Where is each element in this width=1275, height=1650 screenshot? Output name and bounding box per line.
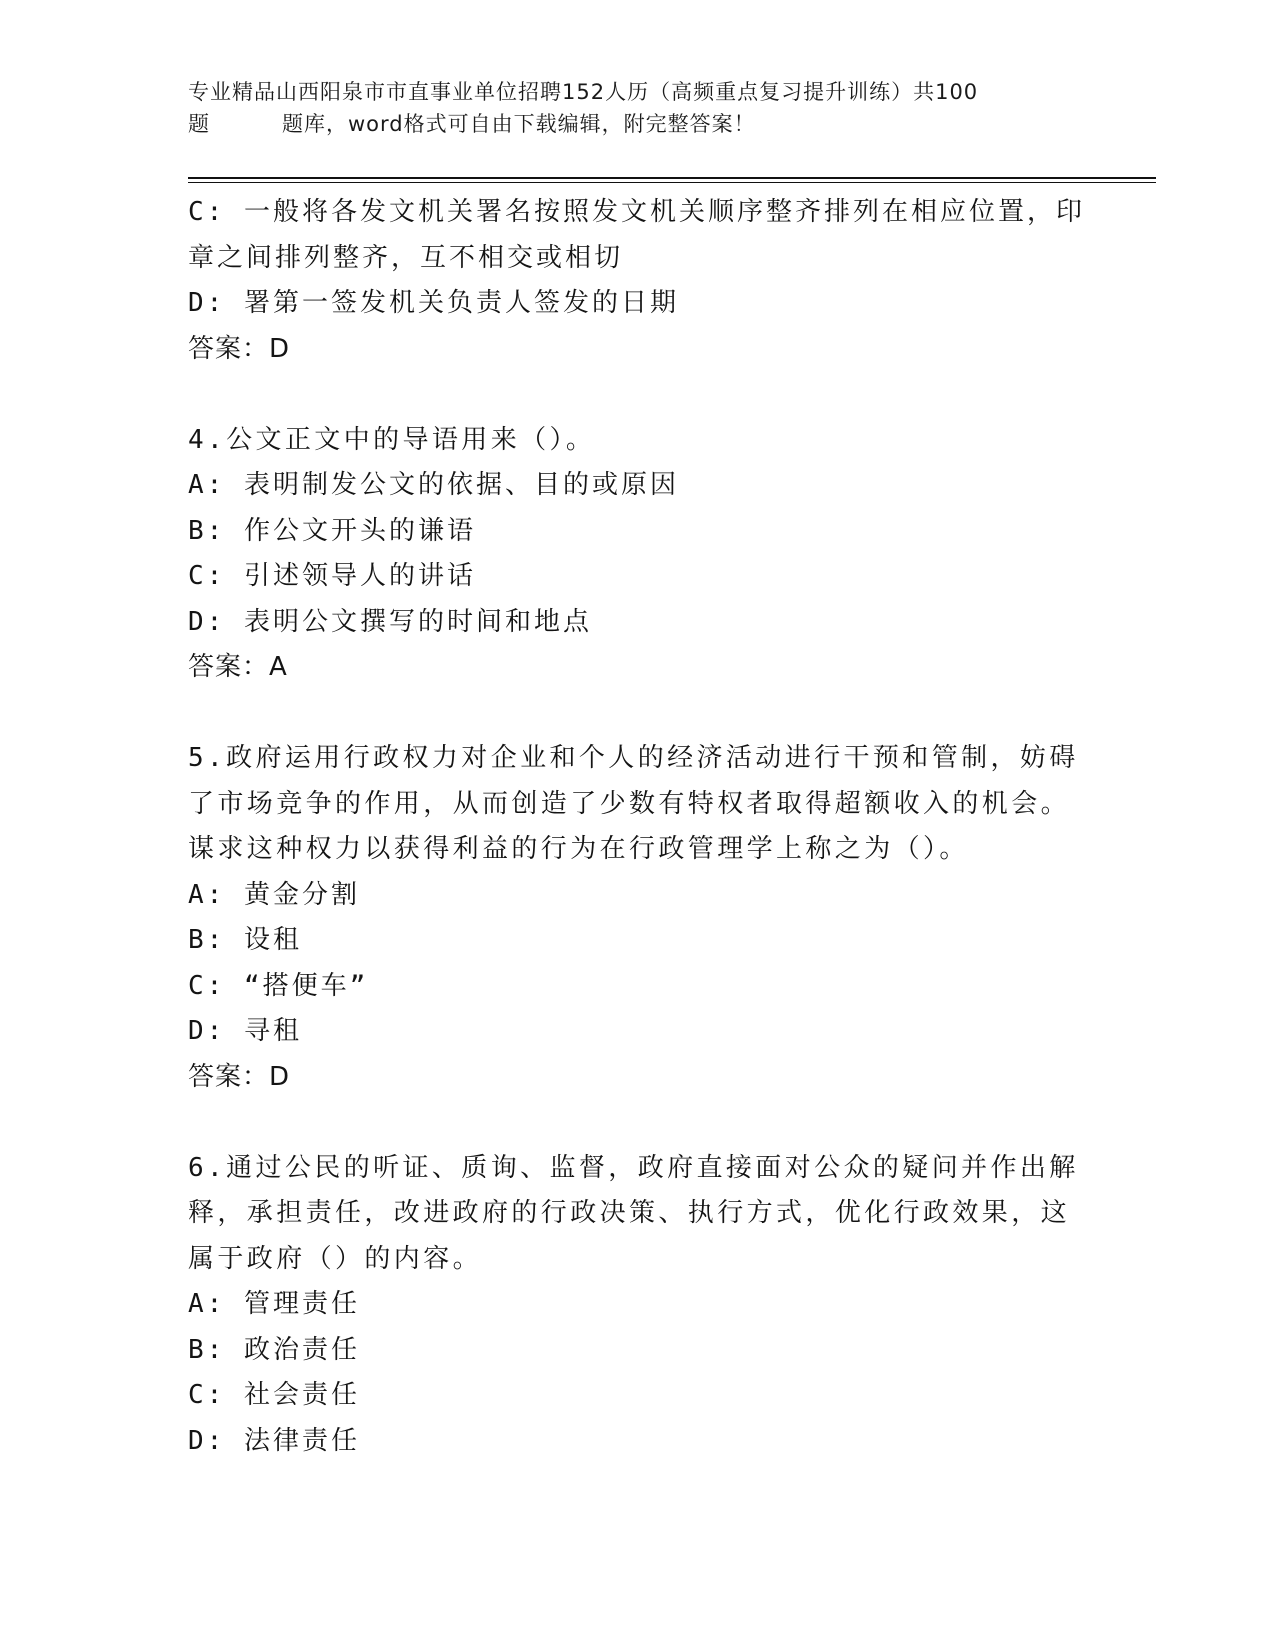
q5-title-line2: 了市场竞争的作用，从而创造了少数有特权者取得超额收入的机会。 [188,788,1071,819]
q6-option-d: D: 法律责任 [188,1425,360,1456]
q6-option-a: A: 管理责任 [188,1289,360,1319]
q4-answer: 答案：A [188,652,288,682]
q5-answer: 答案：D [188,1061,291,1092]
q5-option-b: B: 设租 [188,925,302,955]
q5-option-a: A: 黄金分割 [188,879,360,910]
q3-answer: 答案：D [188,333,291,364]
header-line-1: 专业精品山西阳泉市市直事业单位招聘152人历（高频重点复习提升训练）共100 [188,80,979,104]
q4-option-b: B: 作公文开头的谦语 [188,515,476,546]
q5-title-line1: 5.政府运用行政权力对企业和个人的经济活动进行干预和管制，妨碍 [188,743,1079,773]
header-divider-thin [188,182,1156,183]
q4-title: 4.公文正文中的导语用来（）。 [188,424,596,455]
q3-option-c-line2: 章之间排列整齐，互不相交或相切 [188,242,624,273]
header-line-2-rest: 题库，word格式可自由下载编辑，附完整答案！ [282,112,756,136]
question-content [188,190,1088,1464]
q3-option-d: D: 署第一签发机关负责人签发的日期 [188,288,679,318]
q4-option-c: C: 引述领导人的讲话 [188,561,476,591]
q6-title-line2: 释，承担责任，改进政府的行政决策、执行方式，优化行政效果，这 [188,1198,1071,1228]
document-header [188,76,1088,140]
header-line-2 [188,108,1088,140]
header-divider-thick [188,177,1156,179]
q5-option-c: C: “搭便车” [188,970,369,1001]
q5-title-line3: 谋求这种权力以获得利益的行为在行政管理学上称之为（）。 [188,834,969,864]
q5-option-d: D: 寻租 [188,1016,302,1046]
q6-title-line1: 6.通过公民的听证、质询、监督，政府直接面对公众的疑问并作出解 [188,1152,1079,1183]
q6-title-line3: 属于政府（）的内容。 [188,1243,483,1274]
q4-option-a: A: 表明制发公文的依据、目的或原因 [188,470,679,500]
q6-option-c: C: 社会责任 [188,1380,360,1410]
q3-option-c-line1: C: 一般将各发文机关署名按照发文机关顺序整齐排列在相应位置，印 [188,197,1085,227]
q6-option-b: B: 政治责任 [188,1334,360,1365]
header-line-2-start: 题 [188,112,210,136]
q4-option-d: D: 表明公文撰写的时间和地点 [188,606,592,637]
